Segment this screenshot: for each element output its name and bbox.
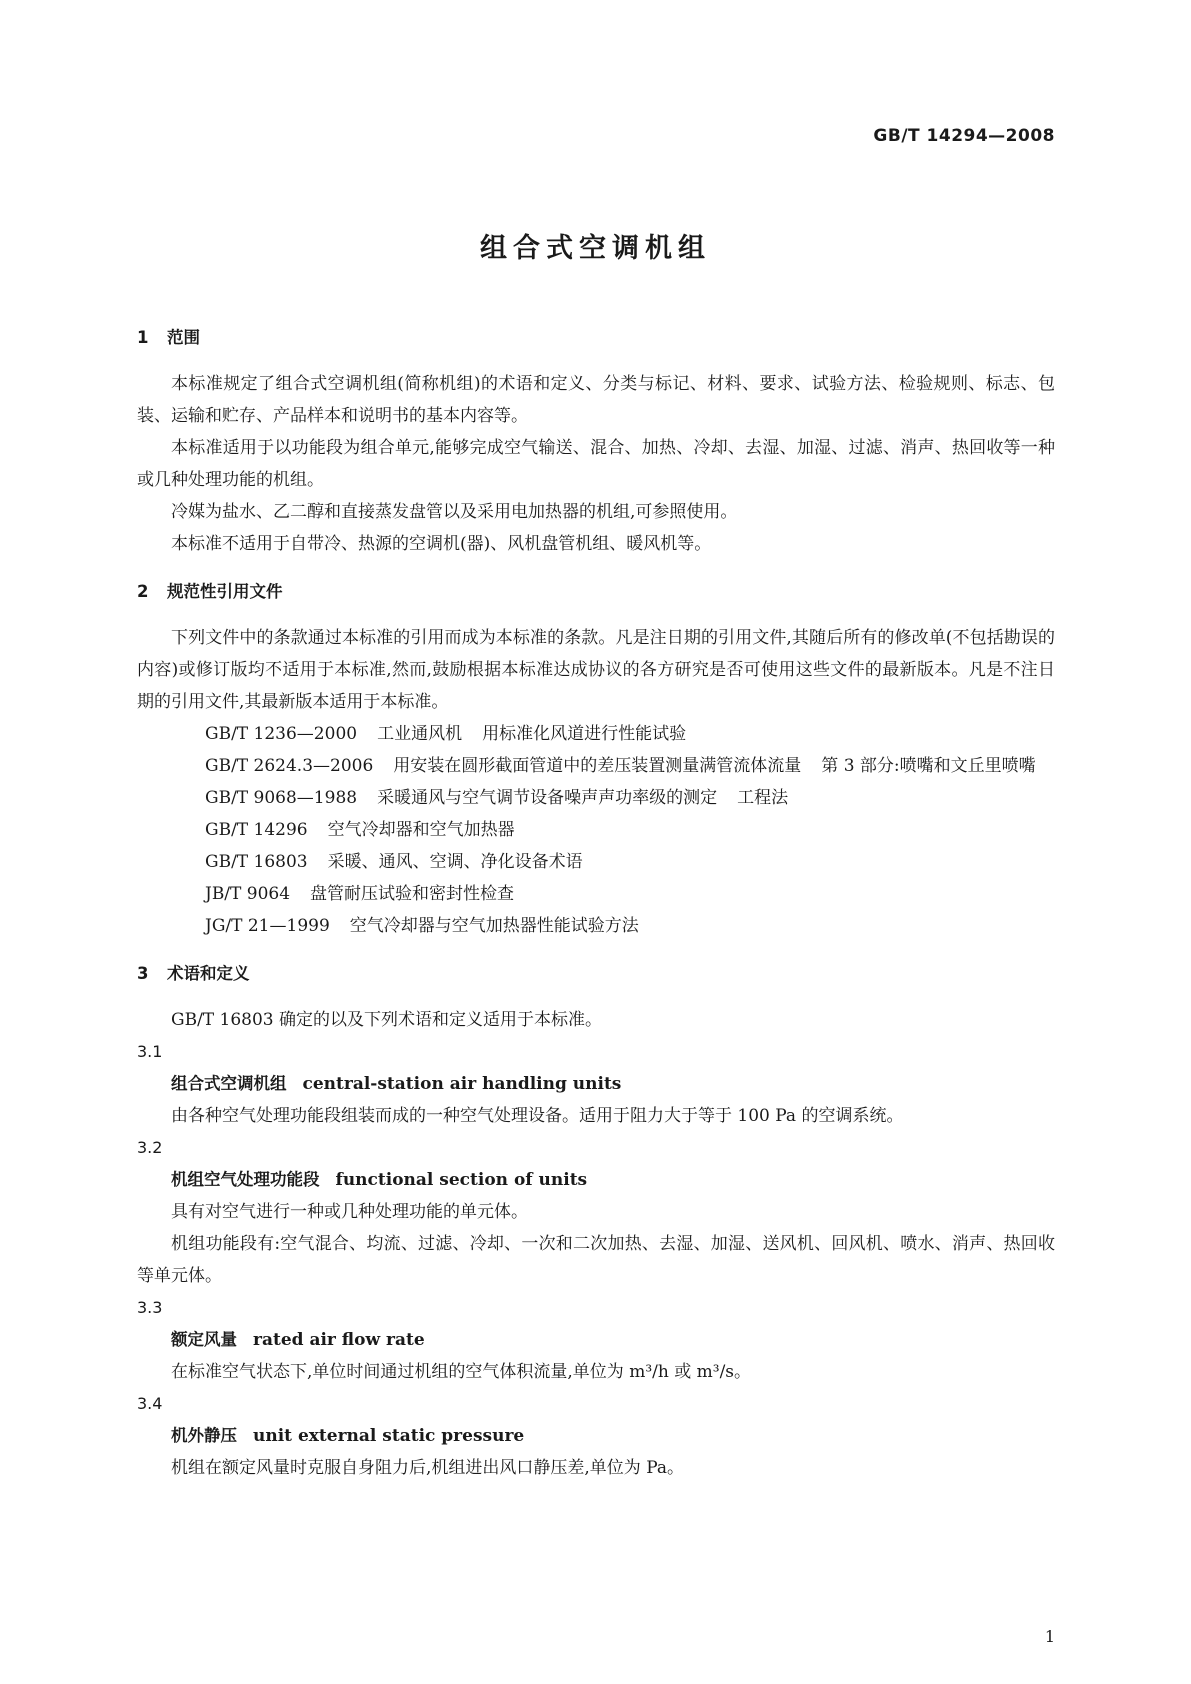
term-definition: 机组在额定风量时克服自身阻力后,机组进出风口静压差,单位为 Pa。 (171, 1458, 685, 1478)
reference-item (137, 878, 1055, 910)
section-number: 2 (137, 582, 149, 601)
reference-subtitle: 用标准化风道进行性能试验 (482, 724, 687, 744)
reference-subtitle: 第 3 部分:喷嘴和文丘里喷嘴 (821, 756, 1036, 776)
reference-code: GB/T 1236—2000 (205, 724, 358, 744)
section-heading-terms-definitions (137, 958, 1055, 990)
reference-item (137, 846, 1055, 878)
document-title: 组合式空调机组 (480, 233, 711, 264)
section-title: 术语和定义 (167, 964, 250, 983)
section-number: 1 (137, 328, 149, 347)
term-name-zh: 机组空气处理功能段 (171, 1170, 320, 1189)
reference-title: 工业通风机 (377, 724, 463, 744)
term-definition: 机组功能段有:空气混合、均流、过滤、冷却、一次和二次加热、去湿、加湿、送风机、回风机、喷水、消声、热回收等单元体。 (137, 1234, 1055, 1286)
reference-code: GB/T 16803 (205, 852, 308, 872)
section-number: 3 (137, 964, 149, 983)
term-name-en: rated air flow rate (253, 1330, 425, 1350)
section-heading-normative-references (137, 576, 1055, 608)
reference-title: 盘管耐压试验和密封性检查 (310, 884, 515, 904)
term-number: 3.1 (137, 1042, 163, 1061)
reference-code: JG/T 21—1999 (205, 916, 330, 936)
reference-item (137, 814, 1055, 846)
document-body (137, 322, 1055, 1484)
reference-title: 空气冷却器和空气加热器 (327, 820, 515, 840)
term-name-zh: 额定风量 (171, 1330, 237, 1349)
reference-title: 采暖、通风、空调、净化设备术语 (327, 852, 583, 872)
term-definition: 在标准空气状态下,单位时间通过机组的空气体积流量,单位为 m³/h 或 m³/s。 (171, 1362, 752, 1382)
paragraph: GB/T 16803 确定的以及下列术语和定义适用于本标准。 (171, 1010, 603, 1030)
reference-title: 采暖通风与空气调节设备噪声声功率级的测定 (377, 788, 718, 808)
term-name-en: unit external static pressure (253, 1426, 525, 1446)
term-name-en: functional section of units (335, 1170, 588, 1190)
term-heading (137, 1068, 1055, 1100)
term-definition: 具有对空气进行一种或几种处理功能的单元体。 (171, 1202, 528, 1222)
section-heading-scope (137, 322, 1055, 354)
term-name-zh: 机外静压 (171, 1426, 237, 1445)
reference-code: GB/T 2624.3—2006 (205, 756, 374, 776)
reference-subtitle: 工程法 (737, 788, 789, 808)
reference-title: 用安装在圆形截面管道中的差压装置测量满管流体流量 (393, 756, 802, 776)
reference-item (137, 910, 1055, 942)
term-heading (137, 1324, 1055, 1356)
reference-item (137, 782, 1055, 814)
term-name-zh: 组合式空调机组 (171, 1074, 287, 1093)
section-title: 规范性引用文件 (167, 582, 283, 601)
reference-code: GB/T 9068—1988 (205, 788, 358, 808)
term-number: 3.2 (137, 1138, 163, 1157)
term-heading (137, 1164, 1055, 1196)
standard-code: GB/T 14294—2008 (873, 126, 1055, 146)
term-name-en: central-station air handling units (302, 1074, 622, 1094)
term-number: 3.3 (137, 1298, 163, 1317)
paragraph: 本标准适用于以功能段为组合单元,能够完成空气输送、混合、加热、冷却、去湿、加湿、过滤、消声、热回收等一种或几种处理功能的机组。 (137, 438, 1055, 490)
reference-title: 空气冷却器与空气加热器性能试验方法 (349, 916, 639, 936)
paragraph: 本标准不适用于自带冷、热源的空调机(器)、风机盘管机组、暖风机等。 (171, 534, 712, 554)
term-number: 3.4 (137, 1394, 163, 1413)
section-title: 范围 (167, 328, 200, 347)
reference-item (137, 750, 1055, 782)
term-heading (137, 1420, 1055, 1452)
reference-item (137, 718, 1055, 750)
reference-code: JB/T 9064 (205, 884, 291, 904)
reference-code: GB/T 14296 (205, 820, 308, 840)
page-number: 1 (1044, 1627, 1055, 1646)
paragraph: 本标准规定了组合式空调机组(简称机组)的术语和定义、分类与标记、材料、要求、试验方法、检验规则、标志、包装、运输和贮存、产品样本和说明书的基本内容等。 (137, 374, 1055, 426)
paragraph: 下列文件中的条款通过本标准的引用而成为本标准的条款。凡是注日期的引用文件,其随后所有的修改单(不包括勘误的内容)或修订版均不适用于本标准,然而,鼓励根据本标准达成协议的各方研究是否可使用这些文件的最新版本。凡是不注日期的引用文件,其最新版本适用于本标准。 (137, 628, 1055, 712)
paragraph: 冷媒为盐水、乙二醇和直接蒸发盘管以及采用电加热器的机组,可参照使用。 (171, 502, 738, 522)
term-definition: 由各种空气处理功能段组装而成的一种空气处理设备。适用于阻力大于等于 100 Pa 的空调系统。 (171, 1106, 904, 1126)
